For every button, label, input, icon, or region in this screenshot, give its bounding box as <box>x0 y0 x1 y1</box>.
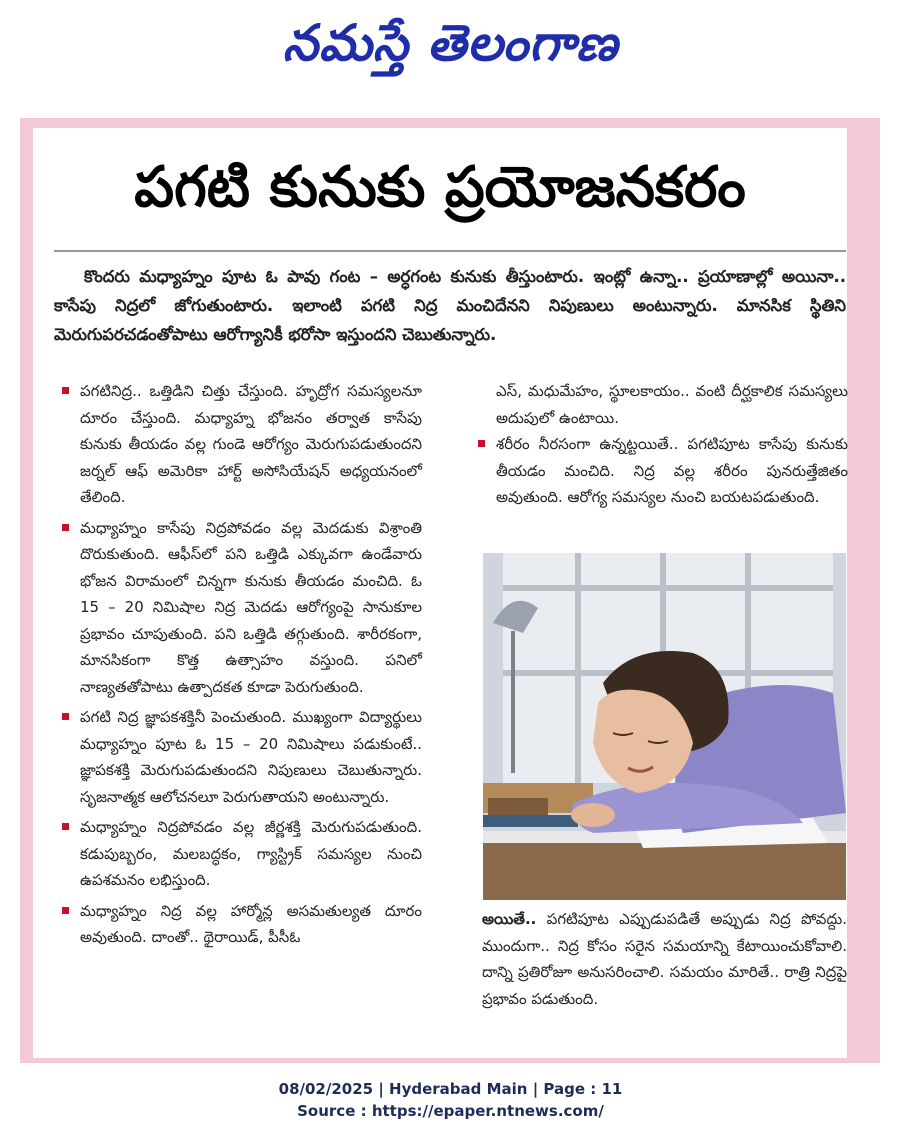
footer-source: Source : https://epaper.ntnews.com/ <box>297 1102 604 1120</box>
bullet-marker-icon <box>62 907 69 914</box>
continued-text: ఎస్, మధుమేహం, స్థూలకాయం.. వంటి దీర్ఘకాలిక సమస్యలు అదుపులో ఉంటాయి. <box>496 382 848 427</box>
bullet-text: మధ్యాహ్నం నిద్రపోవడం వల్ల జీర్ణశక్తి మెరుగుపడుతుంది. కడుపుబ్బరం, మలబద్ధకం, గ్యాస్ట్రిక్ సమస్యల నుంచి ఉపశమనం లభిస్తుంది. <box>80 818 422 889</box>
bullet-item <box>62 515 422 701</box>
intro-text: కొందరు మధ్యాహ్నం పూట ఓ పావు గంట – అర్ధగంట కునుకు తీస్తుంటారు. ఇంట్లో ఉన్నా.. ప్రయాణాల్లో అయినా.. కాసేపు నిద్రలో జోగుతుంటారు. ఇలాంటి పగటి నిద్ర మంచిదేనని నిపుణులు అంటున్నారు. మానసిక స్థితిని మెరుగుపరచడంతోపాటు ఆరోగ్యానికీ భరోసా ఇస్తుందని చెబుతున్నారు. <box>54 267 846 344</box>
closing-lead: అయితే.. <box>482 910 537 928</box>
page-footer <box>0 1078 901 1122</box>
masthead <box>0 8 901 78</box>
right-column-top <box>478 378 848 515</box>
bullet-item <box>62 378 422 511</box>
bullet-text: పగటి నిద్ర జ్ఞాపకశక్తినీ పెంచుతుంది. ముఖ్యంగా విద్యార్థులు మధ్యాహ్నం పూట ఓ 15 – 20 నిమిషాలు పడుకుంటే.. జ్ఞాపకశక్తి మెరుగుపడుతుందని నిపుణులు చెబుతున్నారు. సృజనాత్మక ఆలోచనలూ పెరుగుతాయని అంటున్నారు. <box>80 708 422 806</box>
article-headline: పగటి కునుకు ప్రయోజనకరం <box>134 155 746 220</box>
left-column <box>62 378 422 955</box>
bullet-text: మధ్యాహ్నం నిద్ర వల్ల హార్మోన్ల అసమతుల్యత దూరం అవుతుంది. దాంతో.. థైరాయిడ్, పీసీఓ <box>80 901 422 946</box>
bullet-text: మధ్యాహ్నం కాసేపు నిద్రపోవడం వల్ల మెదడుకు విశ్రాంతి దొరుకుతుంది. ఆఫీస్‌లో పని ఒత్తిడి ఎక్కువగా ఉండేవారు భోజన విరామంలో చిన్నగా కునుకు తీయడం మంచిది. ఓ 15 – 20 నిమిషాల నిద్ర మెదడు ఆరోగ్యంపై సానుకూల ప్రభావం చూపుతుంది. పని ఒత్తిడి తగ్గుతుంది. శారీరకంగా, మానసికంగా కొత్త ఉత్సాహం వస్తుంది. పనిలో నాణ్యతతోపాటు ఉత్పాదకత కూడా పెరుగుతుంది. <box>80 518 422 696</box>
bullet-marker-icon <box>62 387 69 394</box>
footer-date-edition: 08/02/2025 | Hyderabad Main | Page : 11 <box>278 1080 623 1098</box>
bullet-marker-icon <box>478 440 485 447</box>
headline-divider <box>54 250 846 252</box>
masthead-logo: నమస్తే తెలంగాణ <box>282 13 619 72</box>
bullet-item <box>62 814 422 894</box>
photo-illustration <box>483 553 846 900</box>
right-column-bottom <box>482 906 847 1012</box>
bullet-text: పగటినిద్ర.. ఒత్తిడిని చిత్తు చేస్తుంది. హృద్రోగ సమస్యలనూ దూరం చేస్తుంది. మధ్యాహ్న భోజనం తర్వాత కాసేపు కునుకు తీయడం వల్ల గుండె ఆరోగ్యం మెరుగుపడుతుందని జర్నల్ ఆఫ్ అమెరికా హార్ట్ అసోసియేషన్ అధ్యయనంలో తేలింది. <box>80 382 422 506</box>
closing-paragraph <box>482 906 847 1012</box>
bullet-text: శరీరం నీరసంగా ఉన్నట్టయితే.. పగటిపూట కాసేపు కునుకు తీయడం మంచిది. నిద్ర వల్ల శరీరం పునరుత్తేజితం అవుతుంది. ఆరోగ్య సమస్యల నుంచి బయటపడుతుంది. <box>496 435 848 506</box>
bullet-marker-icon <box>62 823 69 830</box>
bullet-marker-icon <box>62 524 69 531</box>
bullet-item <box>478 431 848 511</box>
closing-text: పగటిపూట ఎప్పుడుపడితే అప్పుడు నిద్ర పోవద్దు. ముందుగా.. నిద్ర కోసం సరైన సమయాన్ని కేటాయించుకోవాలి. దాన్ని ప్రతిరోజూ అనుసరించాలి. సమయం మారితే.. రాత్రి నిద్రపై ప్రభావం పడుతుంది. <box>482 910 847 1008</box>
sleeping-woman-photo <box>483 553 846 900</box>
bullet-marker-icon <box>62 713 69 720</box>
bullet-item <box>62 704 422 810</box>
article-intro <box>54 262 846 352</box>
bullet-item <box>62 898 422 951</box>
